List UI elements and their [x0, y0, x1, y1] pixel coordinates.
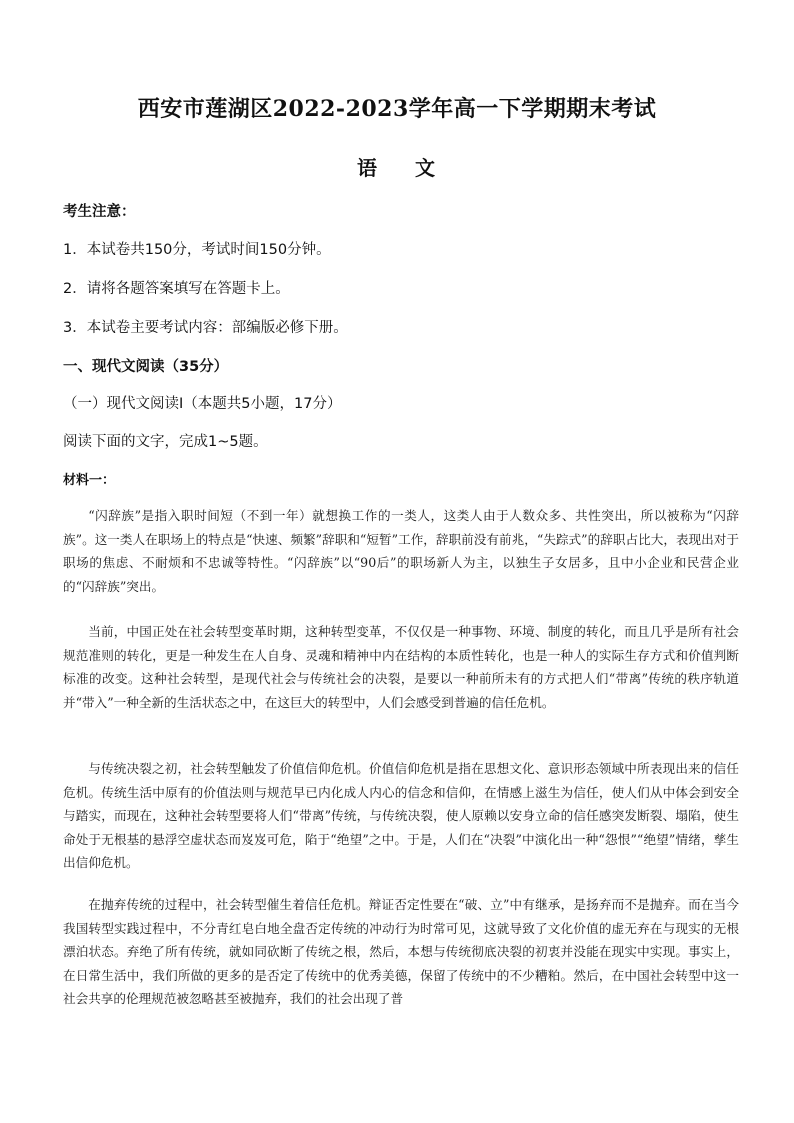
- notice-item-1: 1．本试卷共150分，考试时间150分钟。: [63, 242, 331, 258]
- exam-title: 西安市莲湖区2022-2023学年高一下学期期末考试: [137, 96, 657, 122]
- subject-char-1: 语: [357, 156, 379, 180]
- notice-item-3: 3．本试卷主要考试内容：部编版必修下册。: [63, 320, 348, 336]
- material-label: 材料一：: [63, 473, 116, 488]
- section-sub-heading: （一）现代文阅读Ⅰ（本题共5小题，17分）: [63, 396, 342, 412]
- subject-char-2: 文: [415, 156, 437, 180]
- paragraph-3: 与传统决裂之初，社会转型触发了价值信仰危机。价值信仰危机是指在思想文化、意识形态领域中所表现出来的信任危机。传统生活中原有的价值法则与规范早已内化成人内心的信念和信仰，在情感上滋生为信任，使人们从中体会到安全与踏实，而现在，这种社会转型要将人们“带离”传统，与传统决裂，使人原赖以安身立命的信任感突发断裂、塌陷，使生命处于无根基的悬浮空虚状态而岌岌可危，陷于“绝望”之中。于是，人们在“决裂”中演化出一种“怨恨”“绝望”情绪，孳生出信仰危机。: [63, 761, 739, 871]
- paragraph-1: “闪辞族”是指入职时间短（不到一年）就想换工作的一类人，这类人由于人数众多、共性突出，所以被称为“闪辞族”。这一类人在职场上的特点是“快速、频繁”辞职和“短暂”工作，辞职前没有前兆，“失踪式”的辞职占比大，表现出对于职场的焦虑、不耐烦和不忠诚等特性。“闪辞族”以“90后”的职场新人为主，以独生子女居多，且中小企业和民营企业的“闪辞族”突出。: [63, 508, 739, 594]
- section-heading: 一、现代文阅读（35分）: [63, 359, 229, 375]
- notice-heading: 考生注意：: [63, 204, 136, 220]
- paragraph-4: 在抛弃传统的过程中，社会转型催生着信任危机。辩证否定性要在“破、立”中有继承，是扬弃而不是抛弃。而在当今我国转型实践过程中，不分青红皂白地全盘否定传统的冲动行为时常可见，这就导致了文化价值的虚无弃在与现实的无根漂泊状态。弃绝了所有传统，就如同砍断了传统之根，然后，本想与传统彻底决裂的初衷并没能在现实中实现。事实上，在日常生活中，我们所做的更多的是否定了传统中的优秀美德，保留了传统中的不少糟粕。然后，在中国社会转型中这一社会共享的伦理规范被忽略甚至被抛弃，我们的社会出现了普: [63, 897, 739, 1007]
- paragraph-2: 当前，中国正处在社会转型变革时期，这种转型变革，不仅仅是一种事物、环境、制度的转化，而且几乎是所有社会规范准则的转化，更是一种发生在人自身、灵魂和精神中内在结构的本质性转化，也是一种人的实际生存方式和价值判断标准的改变。这种社会转型，是现代社会与传统社会的决裂，是要以一种前所未有的方式把人们“带离”传统的秩序轨道并“带入”一种全新的生活状态之中，在这巨大的转型中，人们会感受到普遍的信任危机。: [63, 624, 739, 710]
- notice-item-2: 2．请将各题答案填写在答题卡上。: [63, 281, 290, 297]
- subject-title: [0, 152, 794, 181]
- section-instruction: 阅读下面的文字，完成1~5题。: [63, 434, 268, 450]
